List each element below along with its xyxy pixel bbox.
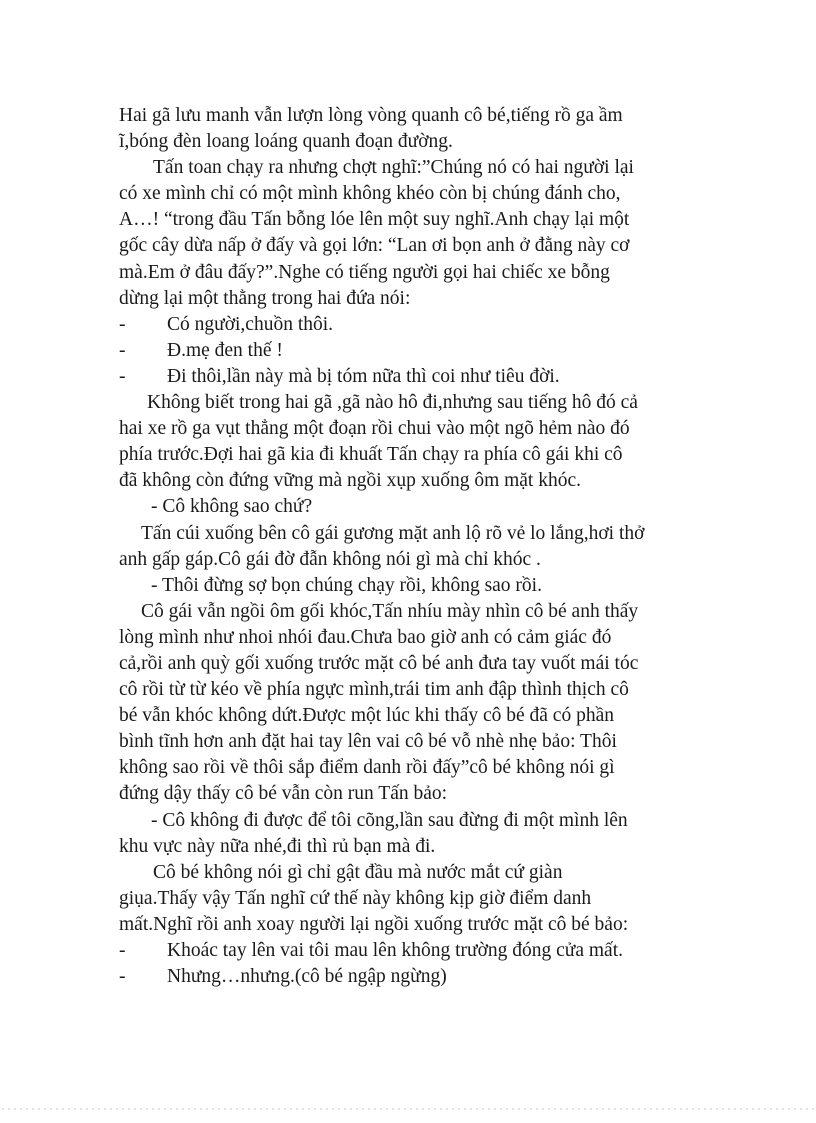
text-line: khu vực này nữa nhé,đi thì rủ bạn mà đi.: [119, 835, 436, 857]
text-line: mất.Nghĩ rồi anh xoay người lại ngồi xuống trước mặt cô bé bảo:: [119, 913, 629, 935]
text-line: đứng dậy thấy cô bé vẫn còn run Tấn bảo:: [119, 783, 448, 805]
text-line: gốc cây dừa nấp ở đấy và gọi lớn: “Lan ơi bọn anh ở đằng này cơ: [119, 235, 630, 257]
text-line: dừng lại một thằng trong hai đứa nói:: [119, 287, 411, 309]
text-line: Không biết trong hai gã ,gã nào hô đi,nhưng sau tiếng hô đó cả: [147, 392, 638, 414]
dialogue-text: Khoác tay lên vai tôi mau lên không trường đóng cửa mất.: [167, 940, 624, 961]
text-line: mà.Em ở đâu đấy?”.Nghe có tiếng người gọi hai chiếc xe bỗng: [119, 261, 610, 283]
dialogue-line: [119, 338, 709, 364]
text-line: lòng mình như nhoi nhói đau.Chưa bao giờ anh có cảm giác đó: [119, 626, 612, 648]
text-line: hai xe rồ ga vụt thẳng một đoạn rồi chui vào một ngõ hẻm nào đó: [119, 418, 630, 440]
dialogue-line: [119, 312, 709, 338]
text-line: Cô bé không nói gì chỉ gật đầu mà nước mắt cứ giàn: [153, 861, 563, 883]
dialogue-text: Đ.mẹ đen thế !: [167, 339, 283, 361]
text-line: - Cô không sao chứ?: [151, 496, 313, 518]
dialogue-dash: -: [119, 940, 126, 961]
story-text: [119, 103, 709, 990]
text-line: phía trước.Đợi hai gã kia đi khuất Tấn chạy ra phía cô gái khi cô: [119, 444, 623, 466]
text-line: có xe mình chỉ có một mình không khéo còn bị chúng đánh cho,: [119, 183, 621, 205]
text-line: bé vẫn khóc không dứt.Được một lúc khi thấy cô bé đã có phần: [119, 705, 614, 727]
text-line: A…! “trong đầu Tấn bỗng lóe lên một suy nghĩ.Anh chạy lại một: [119, 209, 630, 231]
text-line: - Thôi đừng sợ bọn chúng chạy rồi, không sao rồi.: [151, 574, 542, 596]
text-line: bình tĩnh hơn anh đặt hai tay lên vai cô bé vỗ nhè nhẹ bảo: Thôi: [119, 731, 617, 753]
dialogue-line: [119, 964, 709, 990]
dialogue-dash: -: [119, 313, 126, 335]
dialogue-text: Có người,chuồn thôi.: [167, 313, 334, 335]
text-line: giụa.Thấy vậy Tấn nghĩ cứ thế này không kịp giờ điểm danh: [119, 887, 592, 909]
dialogue-text: Nhưng…nhưng.(cô bé ngập ngừng): [167, 966, 447, 988]
dialogue-dash: -: [119, 339, 126, 361]
dialogue-text: Đi thôi,lần này mà bị tóm nữa thì coi như tiêu đời.: [167, 365, 560, 387]
text-line: Cô gái vẫn ngồi ôm gối khóc,Tấn nhíu mày nhìn cô bé anh thấy: [141, 600, 639, 622]
text-line: ĩ,bóng đèn loang loáng quanh đoạn đường.: [119, 131, 453, 153]
text-line: Tấn toan chạy ra nhưng chợt nghĩ:”Chúng nó có hai người lại: [153, 157, 634, 179]
text-line: đã không còn đứng vững mà ngồi xụp xuống ôm mặt khóc.: [119, 470, 582, 492]
page-bottom-border: [0, 1108, 816, 1110]
text-line: anh gấp gáp.Cô gái đờ đẫn không nói gì mà chỉ khóc .: [119, 548, 541, 570]
text-line: cả,rồi anh quỳ gối xuống trước mặt cô bé anh đưa tay vuốt mái tóc: [119, 652, 639, 674]
text-line: Tấn cúi xuống bên cô gái gương mặt anh lộ rõ vẻ lo lắng,hơi thở: [141, 522, 645, 544]
text-line: cô rồi từ từ kéo về phía ngực mình,trái tim anh đập thình thịch cô: [119, 679, 629, 701]
text-line: - Cô không đi được để tôi cõng,lần sau đừng đi một mình lên: [151, 809, 628, 831]
dialogue-dash: -: [119, 365, 126, 387]
dialogue-line: [119, 364, 709, 390]
dialogue-line: [119, 938, 709, 964]
text-line: không sao rồi về thôi sắp điểm danh rồi đấy”cô bé không nói gì: [119, 757, 615, 779]
dialogue-dash: -: [119, 966, 126, 988]
text-line: Hai gã lưu manh vẫn lượn lòng vòng quanh cô bé,tiếng rồ ga ầm: [119, 105, 623, 126]
